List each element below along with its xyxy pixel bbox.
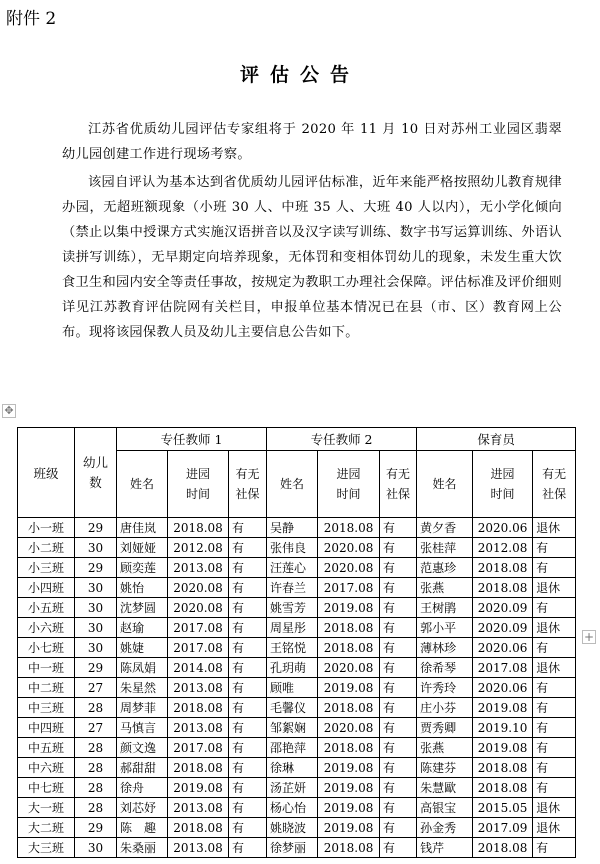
count-cell: 30 xyxy=(75,598,117,618)
teacher1-name-cell: 颜文逸 xyxy=(117,738,168,758)
teacher1-name-cell: 朱桑丽 xyxy=(117,838,168,858)
header-date: 进园时间 xyxy=(318,451,380,518)
caregiver-name-cell: 高银宝 xyxy=(417,798,473,818)
class-cell: 小六班 xyxy=(18,618,75,638)
teacher1-name-cell: 沈梦圆 xyxy=(117,598,168,618)
teacher2-insurance-cell: 有 xyxy=(380,718,417,738)
teacher2-insurance-cell: 有 xyxy=(380,658,417,678)
teacher2-date-cell: 2020.08 xyxy=(318,658,380,678)
caregiver-name-cell: 王树鹃 xyxy=(417,598,473,618)
teacher1-name-cell: 姚婕 xyxy=(117,638,168,658)
caregiver-date-cell: 2017.09 xyxy=(473,818,533,838)
caregiver-name-cell: 张燕 xyxy=(417,738,473,758)
teacher2-insurance-cell: 有 xyxy=(380,558,417,578)
teacher1-insurance-cell: 有 xyxy=(229,658,267,678)
class-cell: 中六班 xyxy=(18,758,75,778)
header-date: 进园时间 xyxy=(473,451,533,518)
teacher1-insurance-cell: 有 xyxy=(229,698,267,718)
count-cell: 28 xyxy=(75,758,117,778)
teacher1-name-cell: 姚怡 xyxy=(117,578,168,598)
teacher2-date-cell: 2018.08 xyxy=(318,738,380,758)
caregiver-name-cell: 陈建芬 xyxy=(417,758,473,778)
teacher2-date-cell: 2019.08 xyxy=(318,758,380,778)
teacher2-name-cell: 汪莲心 xyxy=(267,558,318,578)
caregiver-name-cell: 朱慧歐 xyxy=(417,778,473,798)
teacher1-date-cell: 2018.08 xyxy=(168,518,229,538)
teacher2-name-cell: 徐梦丽 xyxy=(267,838,318,858)
count-cell: 30 xyxy=(75,538,117,558)
teacher2-name-cell: 毛馨仪 xyxy=(267,698,318,718)
caregiver-name-cell: 郭小平 xyxy=(417,618,473,638)
caregiver-name-cell: 贾秀卿 xyxy=(417,718,473,738)
caregiver-date-cell: 2015.05 xyxy=(473,798,533,818)
teacher2-name-cell: 张伟良 xyxy=(267,538,318,558)
caregiver-insurance-cell: 有 xyxy=(533,758,576,778)
teacher2-name-cell: 顾唯 xyxy=(267,678,318,698)
caregiver-date-cell: 2020.09 xyxy=(473,598,533,618)
count-cell: 29 xyxy=(75,558,117,578)
header-date: 进园时间 xyxy=(168,451,229,518)
caregiver-name-cell: 许秀玲 xyxy=(417,678,473,698)
caregiver-date-cell: 2019.08 xyxy=(473,738,533,758)
table-row xyxy=(18,538,576,558)
teacher1-date-cell: 2018.08 xyxy=(168,758,229,778)
teacher1-name-cell: 马慎言 xyxy=(117,718,168,738)
header-insurance: 有无社保 xyxy=(229,451,267,518)
teacher1-name-cell: 刘芯妤 xyxy=(117,798,168,818)
caregiver-date-cell: 2020.09 xyxy=(473,618,533,638)
class-cell: 小五班 xyxy=(18,598,75,618)
class-cell: 小二班 xyxy=(18,538,75,558)
teacher2-insurance-cell: 有 xyxy=(380,798,417,818)
teacher1-name-cell: 郝甜甜 xyxy=(117,758,168,778)
table-row xyxy=(18,778,576,798)
teacher2-name-cell: 邵艳萍 xyxy=(267,738,318,758)
teacher1-insurance-cell: 有 xyxy=(229,718,267,738)
teacher1-insurance-cell: 有 xyxy=(229,758,267,778)
teacher1-date-cell: 2017.08 xyxy=(168,618,229,638)
teacher2-insurance-cell: 有 xyxy=(380,598,417,618)
header-teacher-2: 专任教师 2 xyxy=(267,428,417,451)
table-row xyxy=(18,798,576,818)
teacher2-insurance-cell: 有 xyxy=(380,578,417,598)
caregiver-insurance-cell: 退休 xyxy=(533,818,576,838)
count-cell: 30 xyxy=(75,578,117,598)
teacher2-name-cell: 姚晓波 xyxy=(267,818,318,838)
teacher2-date-cell: 2019.08 xyxy=(318,678,380,698)
teacher2-insurance-cell: 有 xyxy=(380,838,417,858)
teacher2-insurance-cell: 有 xyxy=(380,678,417,698)
teacher2-insurance-cell: 有 xyxy=(380,818,417,838)
class-cell: 中四班 xyxy=(18,718,75,738)
teacher1-date-cell: 2017.08 xyxy=(168,738,229,758)
caregiver-insurance-cell: 有 xyxy=(533,598,576,618)
teacher2-date-cell: 2020.08 xyxy=(318,718,380,738)
table-row xyxy=(18,658,576,678)
teacher1-insurance-cell: 有 xyxy=(229,678,267,698)
teacher2-name-cell: 吴静 xyxy=(267,518,318,538)
caregiver-name-cell: 张桂萍 xyxy=(417,538,473,558)
table-row xyxy=(18,698,576,718)
count-cell: 28 xyxy=(75,778,117,798)
teacher1-date-cell: 2014.08 xyxy=(168,658,229,678)
caregiver-insurance-cell: 退休 xyxy=(533,618,576,638)
teacher2-date-cell: 2019.08 xyxy=(318,798,380,818)
caregiver-insurance-cell: 有 xyxy=(533,738,576,758)
teacher1-insurance-cell: 有 xyxy=(229,538,267,558)
count-cell: 28 xyxy=(75,738,117,758)
teacher1-date-cell: 2020.08 xyxy=(168,578,229,598)
staff-table xyxy=(17,427,576,858)
teacher2-date-cell: 2018.08 xyxy=(318,518,380,538)
teacher2-date-cell: 2018.08 xyxy=(318,618,380,638)
count-cell: 29 xyxy=(75,818,117,838)
class-cell: 小四班 xyxy=(18,578,75,598)
teacher1-insurance-cell: 有 xyxy=(229,838,267,858)
caregiver-name-cell: 范惠珍 xyxy=(417,558,473,578)
caregiver-insurance-cell: 退休 xyxy=(533,798,576,818)
class-cell: 大三班 xyxy=(18,838,75,858)
teacher2-date-cell: 2018.08 xyxy=(318,698,380,718)
caregiver-date-cell: 2019.08 xyxy=(473,698,533,718)
teacher2-date-cell: 2017.08 xyxy=(318,578,380,598)
count-cell: 28 xyxy=(75,698,117,718)
caregiver-insurance-cell: 退休 xyxy=(533,578,576,598)
count-cell: 27 xyxy=(75,718,117,738)
class-cell: 大二班 xyxy=(18,818,75,838)
attachment-label: 附件 2 xyxy=(6,9,57,29)
caregiver-date-cell: 2020.06 xyxy=(473,678,533,698)
caregiver-name-cell: 孙金秀 xyxy=(417,818,473,838)
teacher1-insurance-cell: 有 xyxy=(229,638,267,658)
caregiver-insurance-cell: 退休 xyxy=(533,518,576,538)
table-row xyxy=(18,638,576,658)
teacher1-date-cell: 2013.08 xyxy=(168,838,229,858)
intro-paragraph: 江苏省优质幼儿园评估专家组将于 2020 年 11 月 10 日对苏州工业园区翡翠幼儿园创建工作进行现场考察。 xyxy=(62,122,562,162)
count-cell: 30 xyxy=(75,838,117,858)
page-title: 评估公告 xyxy=(239,64,360,86)
body-paragraph: 该园自评认为基本达到省优质幼儿园评估标准，近年来能严格按照幼儿教育规律办园，无超班额现象（小班 30 人、中班 35 人、大班 40 人以内），无小学化倾向（禁止以集中授课方式实施汉语拼音以及汉字读写训练、数字书写运算训练、外语认读拼写训练），无早期定向培养现象，无体罚和变相体罚幼儿的现象，未发生重大饮食卫生和园内安全等责任事故，按规定为教职工办理社会保障。评估标准及评价细则详见江苏教育评估院网有关栏目，申报单位基本情况已在县（市、区）教育网上公布。现将该园保教人员及幼儿主要信息公告如下。 xyxy=(62,175,562,340)
add-row-handle-icon[interactable]: + xyxy=(583,630,595,644)
table-row xyxy=(18,838,576,858)
teacher1-date-cell: 2020.08 xyxy=(168,598,229,618)
teacher1-insurance-cell: 有 xyxy=(229,738,267,758)
table-row xyxy=(18,678,576,698)
teacher1-date-cell: 2013.08 xyxy=(168,678,229,698)
caregiver-insurance-cell: 有 xyxy=(533,838,576,858)
header-caregiver: 保育员 xyxy=(417,428,576,451)
teacher2-insurance-cell: 有 xyxy=(380,738,417,758)
caregiver-insurance-cell: 有 xyxy=(533,778,576,798)
caregiver-name-cell: 钱芹 xyxy=(417,838,473,858)
table-row xyxy=(18,718,576,738)
table-move-handle-icon[interactable]: ✥ xyxy=(2,404,16,418)
teacher2-name-cell: 王铭悦 xyxy=(267,638,318,658)
caregiver-date-cell: 2012.08 xyxy=(473,538,533,558)
caregiver-insurance-cell: 有 xyxy=(533,698,576,718)
caregiver-date-cell: 2018.08 xyxy=(473,778,533,798)
teacher2-insurance-cell: 有 xyxy=(380,698,417,718)
teacher1-name-cell: 周梦菲 xyxy=(117,698,168,718)
class-cell: 小七班 xyxy=(18,638,75,658)
header-teacher-1: 专任教师 1 xyxy=(117,428,267,451)
class-cell: 中七班 xyxy=(18,778,75,798)
teacher2-name-cell: 徐琳 xyxy=(267,758,318,778)
count-cell: 30 xyxy=(75,618,117,638)
teacher2-date-cell: 2020.08 xyxy=(318,538,380,558)
teacher2-insurance-cell: 有 xyxy=(380,778,417,798)
caregiver-date-cell: 2019.10 xyxy=(473,718,533,738)
teacher1-name-cell: 唐佳岚 xyxy=(117,518,168,538)
table-row xyxy=(18,598,576,618)
teacher2-date-cell: 2018.08 xyxy=(318,838,380,858)
teacher2-name-cell: 周星彤 xyxy=(267,618,318,638)
teacher1-date-cell: 2018.08 xyxy=(168,818,229,838)
header-class: 班级 xyxy=(18,428,75,518)
caregiver-name-cell: 黄夕香 xyxy=(417,518,473,538)
caregiver-date-cell: 2020.06 xyxy=(473,638,533,658)
caregiver-date-cell: 2018.08 xyxy=(473,838,533,858)
header-name: 姓名 xyxy=(267,451,318,518)
header-name: 姓名 xyxy=(117,451,168,518)
table-row xyxy=(18,758,576,778)
caregiver-date-cell: 2020.06 xyxy=(473,518,533,538)
teacher1-name-cell: 朱星然 xyxy=(117,678,168,698)
class-cell: 小三班 xyxy=(18,558,75,578)
teacher1-date-cell: 2017.08 xyxy=(168,638,229,658)
class-cell: 中二班 xyxy=(18,678,75,698)
teacher1-date-cell: 2019.08 xyxy=(168,778,229,798)
caregiver-name-cell: 薄林珍 xyxy=(417,638,473,658)
teacher2-date-cell: 2018.08 xyxy=(318,638,380,658)
teacher1-date-cell: 2012.08 xyxy=(168,538,229,558)
table-row xyxy=(18,518,576,538)
caregiver-name-cell: 庄小芬 xyxy=(417,698,473,718)
teacher1-date-cell: 2013.08 xyxy=(168,718,229,738)
teacher1-insurance-cell: 有 xyxy=(229,518,267,538)
caregiver-name-cell: 张燕 xyxy=(417,578,473,598)
teacher1-name-cell: 顾奕莲 xyxy=(117,558,168,578)
table-row xyxy=(18,558,576,578)
teacher2-name-cell: 杨心怡 xyxy=(267,798,318,818)
teacher2-insurance-cell: 有 xyxy=(380,638,417,658)
caregiver-insurance-cell: 退休 xyxy=(533,658,576,678)
caregiver-insurance-cell: 有 xyxy=(533,538,576,558)
class-cell: 小一班 xyxy=(18,518,75,538)
teacher1-date-cell: 2013.08 xyxy=(168,798,229,818)
teacher1-date-cell: 2013.08 xyxy=(168,558,229,578)
caregiver-date-cell: 2017.08 xyxy=(473,658,533,678)
teacher1-insurance-cell: 有 xyxy=(229,818,267,838)
teacher2-insurance-cell: 有 xyxy=(380,618,417,638)
teacher2-date-cell: 2020.08 xyxy=(318,558,380,578)
teacher2-insurance-cell: 有 xyxy=(380,538,417,558)
caregiver-date-cell: 2018.08 xyxy=(473,578,533,598)
teacher2-name-cell: 姚雪芳 xyxy=(267,598,318,618)
count-cell: 30 xyxy=(75,638,117,658)
table-row xyxy=(18,578,576,598)
class-cell: 中三班 xyxy=(18,698,75,718)
teacher2-insurance-cell: 有 xyxy=(380,758,417,778)
teacher1-date-cell: 2018.08 xyxy=(168,698,229,718)
table-row xyxy=(18,738,576,758)
teacher2-name-cell: 邹絮娴 xyxy=(267,718,318,738)
count-cell: 28 xyxy=(75,798,117,818)
caregiver-date-cell: 2018.08 xyxy=(473,758,533,778)
teacher2-insurance-cell: 有 xyxy=(380,518,417,538)
teacher2-date-cell: 2019.08 xyxy=(318,778,380,798)
teacher1-insurance-cell: 有 xyxy=(229,778,267,798)
caregiver-insurance-cell: 有 xyxy=(533,718,576,738)
teacher1-name-cell: 徐舟 xyxy=(117,778,168,798)
count-cell: 29 xyxy=(75,518,117,538)
teacher2-date-cell: 2019.08 xyxy=(318,818,380,838)
header-insurance: 有无社保 xyxy=(533,451,576,518)
teacher1-insurance-cell: 有 xyxy=(229,618,267,638)
caregiver-date-cell: 2018.08 xyxy=(473,558,533,578)
class-cell: 中五班 xyxy=(18,738,75,758)
teacher2-name-cell: 孔玥萌 xyxy=(267,658,318,678)
header-name: 姓名 xyxy=(417,451,473,518)
teacher1-insurance-cell: 有 xyxy=(229,578,267,598)
teacher2-date-cell: 2019.08 xyxy=(318,598,380,618)
teacher1-name-cell: 陈凤娟 xyxy=(117,658,168,678)
teacher1-insurance-cell: 有 xyxy=(229,798,267,818)
header-insurance: 有无社保 xyxy=(380,451,417,518)
count-cell: 27 xyxy=(75,678,117,698)
teacher2-name-cell: 汤芷妍 xyxy=(267,778,318,798)
caregiver-name-cell: 徐希琴 xyxy=(417,658,473,678)
class-cell: 大一班 xyxy=(18,798,75,818)
count-cell: 29 xyxy=(75,658,117,678)
teacher2-name-cell: 许春兰 xyxy=(267,578,318,598)
caregiver-insurance-cell: 有 xyxy=(533,638,576,658)
table-row xyxy=(18,818,576,838)
table-row xyxy=(18,618,576,638)
teacher1-insurance-cell: 有 xyxy=(229,598,267,618)
teacher1-insurance-cell: 有 xyxy=(229,558,267,578)
teacher1-name-cell: 陈 趣 xyxy=(117,818,168,838)
header-count: 幼儿数 xyxy=(75,428,117,518)
teacher1-name-cell: 赵瑜 xyxy=(117,618,168,638)
class-cell: 中一班 xyxy=(18,658,75,678)
caregiver-insurance-cell: 有 xyxy=(533,678,576,698)
caregiver-insurance-cell: 有 xyxy=(533,558,576,578)
teacher1-name-cell: 刘娅娅 xyxy=(117,538,168,558)
